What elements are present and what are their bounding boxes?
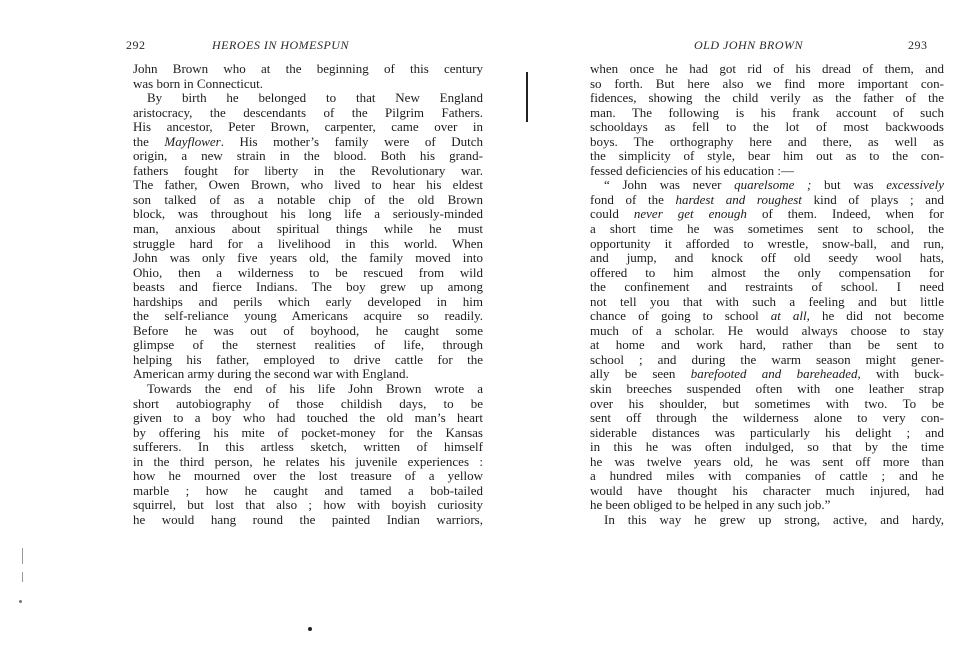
left-text-line: man, anxious about spiritual things while he must xyxy=(133,222,483,237)
right-text-line: the simplicity of style, bear him out as to the con- xyxy=(590,149,944,164)
right-text-line: offered to him almost the only compensation for xyxy=(590,265,944,280)
right-text-line: school ; and during the warm season might gener- xyxy=(590,352,944,367)
right-text-line: ally be seen barefooted and bareheaded, with buck- xyxy=(590,367,944,382)
right-text-line: a short time he was sometimes sent to school, the xyxy=(590,222,944,237)
right-text-line: so forth. But here also we find more important con- xyxy=(590,76,944,91)
right-running-head: OLD JOHN BROWN xyxy=(694,38,803,52)
left-text-line: given to a boy who had touched the old man’s heart xyxy=(133,411,483,426)
left-text-line: he would hang round the painted Indian warriors, xyxy=(133,512,483,527)
right-text-line: not tell you that with such a feeling and but little xyxy=(590,294,944,309)
left-text-line: was born in Connecticut. xyxy=(133,76,263,91)
left-text-line: Ohio, then a wilderness to be rescued from wild xyxy=(133,265,483,280)
right-text-line: opportunity it afforded to wrestle, snow-ball, and run, xyxy=(590,236,944,251)
right-text-line: fond of the hardest and roughest kind of plays ; and xyxy=(590,192,944,207)
left-text-line: son talked of as a notable chip of the old Brown xyxy=(133,192,483,207)
page-speck xyxy=(308,627,312,631)
right-text-block xyxy=(590,62,944,528)
right-text-line: could never get enough of them. Indeed, when for xyxy=(590,207,944,222)
right-text-line: would have thought his character much injured, had xyxy=(590,483,944,498)
right-text-line: “ John was never quarelsome ; but was excessively xyxy=(604,178,944,193)
right-text-line: in this he was often indulged, so that by the time xyxy=(590,440,944,455)
right-text-line: boys. The orthography here and there, as well as xyxy=(590,134,944,149)
left-text-line: struggle hard for a livelihood in this world. When xyxy=(133,236,483,251)
right-text-line: skin breeches suspended often with one leather strap xyxy=(590,382,944,397)
left-text-line: aristocracy, the descendants of the Pilgrim Fathers. xyxy=(133,105,483,120)
right-text-line: the confinement and restraints of school. I need xyxy=(590,280,944,295)
margin-speck xyxy=(22,548,23,564)
left-text-line: By birth he belonged to that New England xyxy=(147,91,483,106)
left-text-line: sufferers. In this artless sketch, written of himself xyxy=(133,440,483,455)
right-text-line: man. The following is his frank account of such xyxy=(590,105,944,120)
right-text-line: In this way he grew up strong, active, and hardy, xyxy=(604,512,944,527)
left-text-line: helping his father, employed to drive cattle for the xyxy=(133,352,483,367)
left-text-line: glimpse of the sternest realities of life, through xyxy=(133,338,483,353)
right-text-line: when once he had got rid of his dread of them, and xyxy=(590,62,944,76)
right-text-line: siderable distances was particularly his delight ; and xyxy=(590,425,944,440)
right-text-line: schooldays as fell to the lot of most backwoods xyxy=(590,120,944,135)
right-text-line: chance of going to school at all, he did not become xyxy=(590,309,944,324)
left-text-line: John Brown who at the beginning of this century xyxy=(133,62,483,76)
right-text-line: over his shoulder, but sometimes with two. To be xyxy=(590,396,944,411)
left-text-line: John was only five years old, the family moved into xyxy=(133,251,483,266)
right-text-line: he was twelve years old, he was sent off more than xyxy=(590,454,944,469)
left-text-line: The father, Owen Brown, who lived to hear his eldest xyxy=(133,178,483,193)
left-text-line: the self-reliance young Americans acquire so readily. xyxy=(133,309,483,324)
left-text-line: the Mayflower. His mother’s family were of Dutch xyxy=(133,134,483,149)
right-text-line: fessed deficiencies of his education :— xyxy=(590,163,794,178)
right-text-line: sent off through the wilderness alone to very con- xyxy=(590,411,944,426)
left-text-line: short autobiography of those childish days, to be xyxy=(133,396,483,411)
left-text-line: origin, a new strain in the blood. Both his grand- xyxy=(133,149,483,164)
left-text-line: His ancestor, Peter Brown, carpenter, came over in xyxy=(133,120,483,135)
left-text-line: block, was throughout his long life a seriously-minded xyxy=(133,207,483,222)
right-text-line: and jump, and knock off old seedy wool hats, xyxy=(590,251,944,266)
right-page xyxy=(490,0,980,659)
margin-speck xyxy=(22,572,23,582)
right-page-number: 293 xyxy=(908,38,928,52)
right-text-line: fidences, showing the child verily as the father of the xyxy=(590,91,944,106)
left-text-line: squirrel, but lost that also ; how with boyish curiosity xyxy=(133,498,483,513)
right-text-line: much of a scholar. He would always choose to stay xyxy=(590,323,944,338)
left-text-line: hardships and perils which early developed in him xyxy=(133,294,483,309)
left-text-line: how he mourned over the lost treasure of a yellow xyxy=(133,469,483,484)
left-text-line: by offering his mite of pocket-money for the Kansas xyxy=(133,425,483,440)
left-text-line: Before he was out of boyhood, he caught some xyxy=(133,323,483,338)
right-text-line: he been obliged to be helped in any such job.” xyxy=(590,498,831,513)
left-text-line: in the third person, he relates his juvenile experiences : xyxy=(133,454,483,469)
right-text-line: a hundred miles with companies of cattle ; and he xyxy=(590,469,944,484)
left-text-line: fathers fought for liberty in the Revolutionary war. xyxy=(133,163,483,178)
right-text-line: at home and work hard, rather than be sent to xyxy=(590,338,944,353)
left-text-block xyxy=(133,62,483,528)
left-text-line: marble ; how he caught and tamed a bob-tailed xyxy=(133,483,483,498)
left-text-line: beasts and fierce Indians. The boy grew up among xyxy=(133,280,483,295)
left-text-line: Towards the end of his life John Brown wrote a xyxy=(147,382,483,397)
margin-speck xyxy=(19,600,22,603)
left-running-head: HEROES IN HOMESPUN xyxy=(212,38,349,52)
left-page-number: 292 xyxy=(126,38,146,52)
left-text-line: American army during the second war with England. xyxy=(133,367,409,382)
